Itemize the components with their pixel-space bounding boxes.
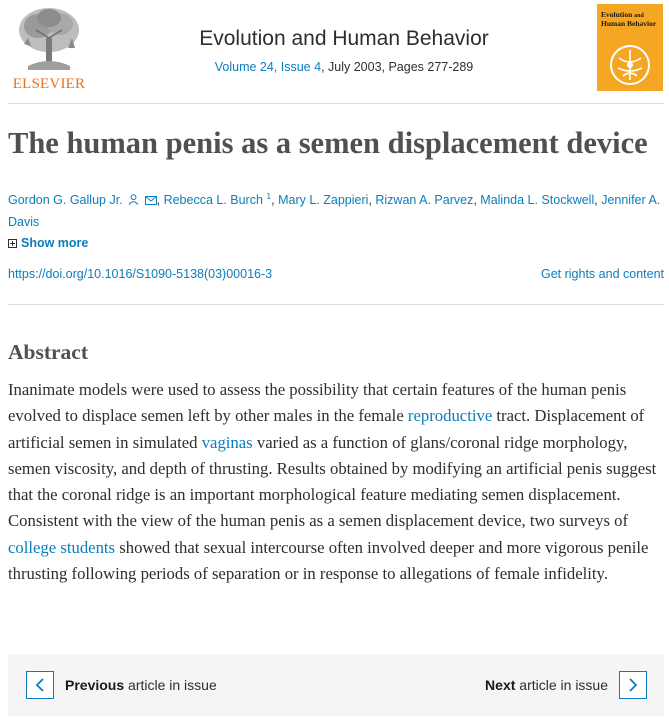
publisher-name: ELSEVIER [12, 76, 86, 92]
author-link[interactable]: Jennifer A. Davis [8, 193, 661, 230]
issue-info [120, 60, 568, 74]
meta-divider [8, 304, 664, 305]
college-students-link[interactable]: college students [8, 537, 116, 557]
issue-link[interactable]: Volume 24, Issue 4 [214, 60, 322, 74]
header-divider [8, 103, 664, 104]
tree-of-knowledge-icon [8, 4, 90, 74]
author-list: Gordon G. Gallup Jr. , Rebecca L. Burch $^1$, Mary L. Zappieri, Rizwan A. Parvez, Malinda L. Stockwell, Jennifer A. Davis [8, 191, 661, 230]
article-navigation [8, 654, 664, 716]
header [0, 0, 669, 100]
article-title: The human penis as a semen displacement device [8, 126, 648, 160]
author-link[interactable]: Gordon G. Gallup Jr. [8, 193, 123, 208]
get-rights-link[interactable]: Get rights and content [541, 267, 664, 281]
author-link[interactable]: Mary L. Zappieri [278, 193, 369, 208]
cover-title: Evolution and Human Behavior [601, 10, 657, 28]
journal-title[interactable]: Evolution and Human Behavior [199, 27, 489, 50]
vaginas-link[interactable]: vaginas [201, 432, 253, 452]
author-affiliation-sup[interactable]: 1 [266, 191, 272, 201]
show-more-label: Show more [21, 236, 89, 250]
next-article-link[interactable]: Next article in issue [485, 677, 608, 693]
author-link[interactable]: Rebecca L. Burch [163, 193, 263, 208]
abstract-body: Inanimate models were used to assess the possibility that certain features of the human penis evolved to displace semen left by other males in the female reproductive tract. Displacement of artificial semen in simulated vaginas varied as a function of glans/coronal ridge morphology, semen viscosity, and depth of thrusting. Results obtained by modifying an artificial penis suggest that the coronal ridge is an important morphological feature mediating semen displacement. Consistent with the view of the human penis as a semen displacement device, two surveys of college students showed that sexual intercourse often involved deeper and more vigorous penile thrusting following periods of separation or in response to allegations of female infidelity. [8, 380, 657, 584]
author-link[interactable]: Rizwan A. Parvez [375, 193, 474, 208]
cover-emblem-icon [609, 44, 651, 86]
previous-article-button[interactable] [26, 671, 54, 699]
abstract-heading: Abstract [8, 340, 89, 364]
journal-cover[interactable] [597, 4, 663, 91]
chevron-left-icon [34, 677, 46, 693]
next-article-button[interactable] [619, 671, 647, 699]
author-link[interactable]: Malinda L. Stockwell [480, 193, 595, 208]
reproductive-link[interactable]: reproductive [407, 406, 493, 426]
chevron-right-icon [627, 677, 639, 693]
envelope-icon[interactable] [145, 195, 157, 205]
show-more-button[interactable] [8, 236, 88, 250]
previous-article-link[interactable]: Previous article in issue [65, 677, 217, 693]
issue-details: , July 2003, Pages 277-289 [321, 60, 474, 74]
person-icon[interactable] [128, 194, 139, 205]
doi-link[interactable]: https://doi.org/10.1016/S1090-5138(03)00016-3 [8, 267, 273, 281]
plus-box-icon [8, 239, 17, 248]
elsevier-logo[interactable] [8, 4, 90, 96]
